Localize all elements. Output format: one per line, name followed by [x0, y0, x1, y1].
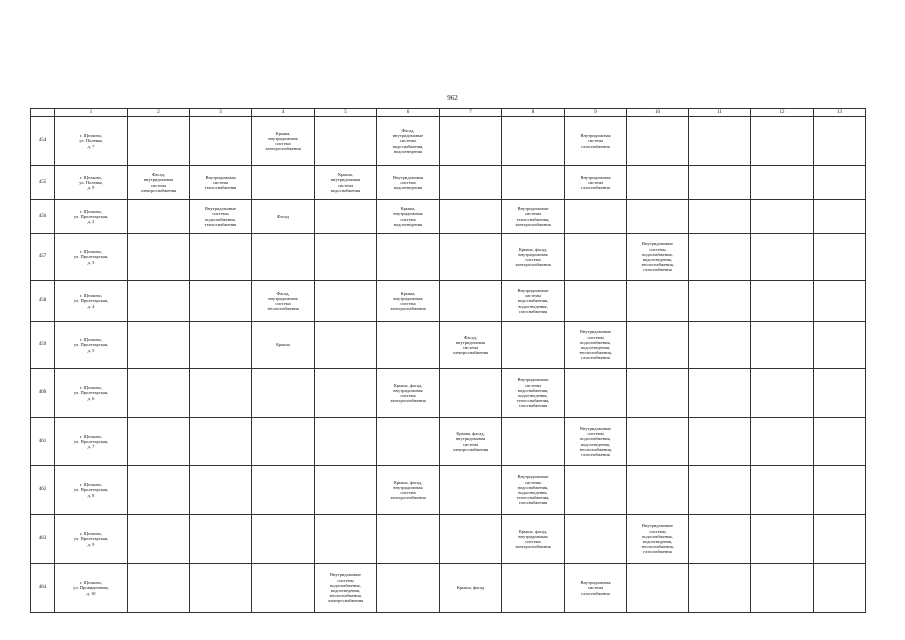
table-cell	[814, 200, 866, 234]
row-number-cell: 461	[31, 418, 55, 466]
table-cell	[627, 418, 689, 466]
column-header: 9	[565, 109, 627, 117]
table-cell	[627, 322, 689, 369]
table-cell	[627, 281, 689, 322]
table-cell	[627, 166, 689, 200]
row-number-cell: 455	[31, 166, 55, 200]
table-cell	[315, 369, 377, 418]
table-cell	[190, 322, 252, 369]
table-cell	[751, 281, 814, 322]
table-cell	[814, 515, 866, 564]
table-cell	[502, 166, 565, 200]
row-number-cell: 457	[31, 234, 55, 281]
table-cell: Внутридомовые системы водоснабжения, водоотведения, теплоснабжения, газоснабжения	[565, 322, 627, 369]
table-row	[31, 466, 866, 515]
table-cell: Внутридомовая система газоснабжения	[565, 166, 627, 200]
table-cell	[440, 515, 502, 564]
table-cell	[190, 234, 252, 281]
address-cell: г. Щелково, ул. Пролетарская, д. 3	[55, 234, 128, 281]
table-cell	[689, 166, 751, 200]
table-cell	[440, 117, 502, 166]
column-header: 2	[128, 109, 190, 117]
table-row	[31, 322, 866, 369]
table-cell	[190, 515, 252, 564]
table-cell	[689, 281, 751, 322]
table-cell: Крыша, фасад, внутридомовая система электроснабжения	[377, 466, 440, 515]
table-body	[31, 117, 866, 613]
table-cell	[814, 418, 866, 466]
table-cell	[751, 369, 814, 418]
table-cell	[565, 234, 627, 281]
table-cell	[814, 466, 866, 515]
table-cell	[689, 117, 751, 166]
table-row	[31, 418, 866, 466]
table-cell	[252, 418, 315, 466]
table-cell	[565, 200, 627, 234]
table-cell	[377, 234, 440, 281]
table-cell: Фасад, внутридомовая система электроснабжения	[440, 322, 502, 369]
row-number-cell: 456	[31, 200, 55, 234]
address-cell: г. Щелково, ул. Пролетарская, д. 5	[55, 322, 128, 369]
table-cell: Крыша, внутридомовая система водоотведения	[377, 200, 440, 234]
table-cell	[689, 564, 751, 613]
table-cell	[751, 466, 814, 515]
table-cell: Крыша, внутридомовая система электроснабжения	[377, 281, 440, 322]
table-cell: Внутридомовые системы водоснабжения, водоотведения, теплоснабжения, электроснабжения	[315, 564, 377, 613]
table-cell	[315, 234, 377, 281]
table-cell	[440, 281, 502, 322]
table-cell	[751, 234, 814, 281]
table-cell: Внутридомовые системы водоснабжения, водоотведения, теплоснабжения, газоснабжения	[627, 234, 689, 281]
table-cell	[751, 564, 814, 613]
table-cell	[377, 515, 440, 564]
table-cell	[814, 234, 866, 281]
table-cell	[627, 117, 689, 166]
row-number-cell: 458	[31, 281, 55, 322]
table-cell	[565, 369, 627, 418]
table-cell	[252, 564, 315, 613]
table-cell	[751, 117, 814, 166]
table-cell	[128, 515, 190, 564]
table-cell	[627, 564, 689, 613]
table-cell	[751, 166, 814, 200]
row-number-cell: 464	[31, 564, 55, 613]
table-cell	[814, 166, 866, 200]
page-number: 962	[447, 94, 458, 102]
table-row	[31, 564, 866, 613]
table-row	[31, 117, 866, 166]
table-cell	[128, 117, 190, 166]
table-cell	[128, 281, 190, 322]
table-cell	[502, 564, 565, 613]
table-cell: Крыша, внутридомовая система электроснабжения	[252, 117, 315, 166]
table-cell: Крыша, фасад, внутридомовая система электроснабжения	[440, 418, 502, 466]
table-cell	[190, 281, 252, 322]
table-cell	[565, 466, 627, 515]
table-cell	[252, 369, 315, 418]
table-cell: Внутридомовые системы водоснабжения, водоотведения, теплоснабжения, газоснабжения	[565, 418, 627, 466]
column-header: 13	[814, 109, 866, 117]
row-number-cell: 462	[31, 466, 55, 515]
column-header: 8	[502, 109, 565, 117]
table-cell	[689, 418, 751, 466]
table-cell	[814, 369, 866, 418]
table-cell	[502, 117, 565, 166]
table-cell	[377, 418, 440, 466]
table-cell	[689, 369, 751, 418]
table-cell	[252, 466, 315, 515]
table-cell	[315, 418, 377, 466]
table-cell	[751, 418, 814, 466]
table-cell	[627, 466, 689, 515]
table-cell	[315, 466, 377, 515]
address-cell: г. Щелково, ул. Пролетарская, д. 4	[55, 281, 128, 322]
table-row	[31, 166, 866, 200]
table-cell	[565, 515, 627, 564]
table-cell	[440, 234, 502, 281]
table-cell	[315, 281, 377, 322]
row-number-cell: 454	[31, 117, 55, 166]
table-cell	[689, 234, 751, 281]
address-cell: г. Щелково, ул. Пролетарская, д. 6	[55, 369, 128, 418]
table-cell	[627, 369, 689, 418]
column-header: 6	[377, 109, 440, 117]
table-cell: Крыша, внутридомовая система водоснабжения	[315, 166, 377, 200]
column-header: 1	[55, 109, 128, 117]
row-number-cell: 460	[31, 369, 55, 418]
address-cell: г. Щелково, ул. Пролетарская, д. 9	[55, 515, 128, 564]
table-cell: Крыша, фасад	[440, 564, 502, 613]
address-cell: г. Щелково, ул. Полевая, д. 7	[55, 117, 128, 166]
table-cell	[689, 466, 751, 515]
table-cell	[814, 564, 866, 613]
table-cell	[315, 117, 377, 166]
table-cell: Крыша, фасад, внутридомовая система электроснабжения	[502, 515, 565, 564]
table-cell: Внутридомовые системы водоснабжения, водоотведения, теплоснабжения, газоснабжения	[502, 369, 565, 418]
table-cell	[689, 515, 751, 564]
table-cell	[689, 322, 751, 369]
table-cell	[190, 117, 252, 166]
column-header: 4	[252, 109, 315, 117]
table-cell	[814, 117, 866, 166]
table-cell	[440, 466, 502, 515]
address-cell: г. Щелково, ул. Пролетарская, д. 7	[55, 418, 128, 466]
table-cell: Внутридомовая система теплоснабжения	[190, 166, 252, 200]
table-cell: Фасад, внутридомовая система теплоснабжения	[252, 281, 315, 322]
table-cell: Фасад	[252, 200, 315, 234]
table-cell	[751, 322, 814, 369]
row-number-cell: 463	[31, 515, 55, 564]
table-cell	[377, 564, 440, 613]
table-row	[31, 369, 866, 418]
table-cell	[814, 322, 866, 369]
column-header-row	[31, 109, 866, 117]
column-header: 5	[315, 109, 377, 117]
table-cell: Внутридомовая система водоотведения	[377, 166, 440, 200]
table-cell	[627, 200, 689, 234]
table-cell	[315, 200, 377, 234]
table-cell	[190, 369, 252, 418]
table-cell	[128, 200, 190, 234]
table-cell	[128, 322, 190, 369]
table-cell	[190, 466, 252, 515]
table-cell: Внутридомовые системы водоснабжения, водоотведения, теплоснабжения, газоснабжения	[627, 515, 689, 564]
table-row	[31, 200, 866, 234]
column-header: 7	[440, 109, 502, 117]
table-cell	[128, 466, 190, 515]
table-cell	[128, 234, 190, 281]
header-num-cell	[31, 109, 55, 117]
table-cell	[440, 369, 502, 418]
table-cell	[128, 564, 190, 613]
table-cell: Внутридомовые системы водоснабжения, теплоснабжения	[190, 200, 252, 234]
table-cell	[190, 418, 252, 466]
table-row	[31, 281, 866, 322]
work-schedule-table	[30, 108, 866, 613]
table-cell	[252, 515, 315, 564]
table-cell: Крыша, фасад, внутридомовая система электроснабжения	[502, 234, 565, 281]
address-cell: г. Щелково, ул. Полевая, д. 9	[55, 166, 128, 200]
table-cell: Крыша	[252, 322, 315, 369]
table-cell	[440, 166, 502, 200]
table-cell	[751, 515, 814, 564]
table-cell: Внутридомовые системы водоснабжения, водоотведения, теплоснабжения, газоснабжения	[502, 466, 565, 515]
table-row	[31, 515, 866, 564]
table-cell	[190, 564, 252, 613]
table-cell: Внутридомовые системы водоснабжения, водоотведения, газоснабжения	[502, 281, 565, 322]
table-cell: Внутридомовая система газоснабжения	[565, 117, 627, 166]
address-cell: г. Щелково, ул. Пролетарская, д. 2	[55, 200, 128, 234]
table-cell	[440, 200, 502, 234]
table-cell	[252, 166, 315, 200]
table-cell: Фасад, внутридомовые системы водоснабжения, водоотведения	[377, 117, 440, 166]
table-cell	[252, 234, 315, 281]
column-header: 11	[689, 109, 751, 117]
table-cell	[377, 322, 440, 369]
table-cell	[565, 281, 627, 322]
table-cell: Внутридомовые системы теплоснабжения, электроснабжения	[502, 200, 565, 234]
table-cell: Фасад, внутридомовая система электроснабжения	[128, 166, 190, 200]
table-cell	[502, 418, 565, 466]
column-header: 3	[190, 109, 252, 117]
column-header: 12	[751, 109, 814, 117]
table-cell	[689, 200, 751, 234]
table-cell	[751, 200, 814, 234]
table-cell	[315, 322, 377, 369]
address-cell: г. Щелково, ул. Пролетарская, д. 8	[55, 466, 128, 515]
table-cell: Внутридомовая система газоснабжения	[565, 564, 627, 613]
table-row	[31, 234, 866, 281]
table-cell	[315, 515, 377, 564]
table-cell: Крыша, фасад, внутридомовая система электроснабжения	[377, 369, 440, 418]
row-number-cell: 459	[31, 322, 55, 369]
address-cell: г. Щелково, ул. Провиденчная, д. 10	[55, 564, 128, 613]
table-cell	[128, 369, 190, 418]
table-cell	[814, 281, 866, 322]
table-cell	[502, 322, 565, 369]
table-cell	[128, 418, 190, 466]
column-header: 10	[627, 109, 689, 117]
